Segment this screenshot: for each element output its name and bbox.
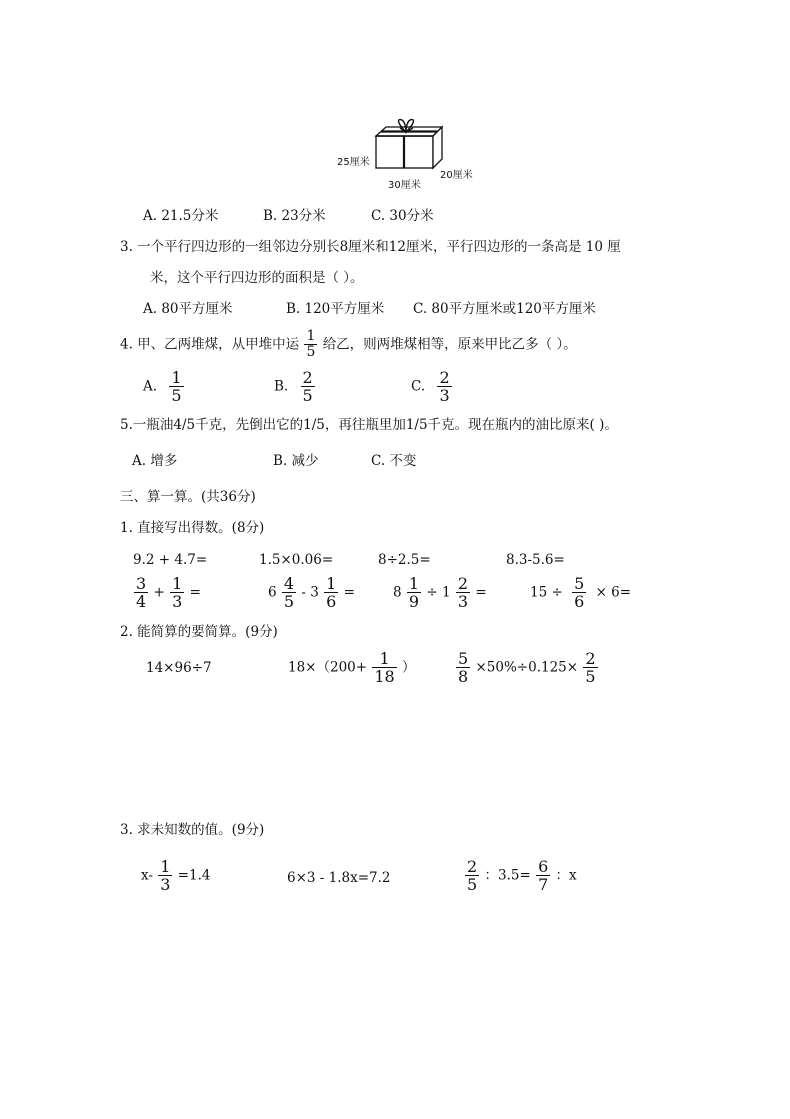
q2-option-b: B. 23分米: [263, 208, 326, 224]
numerator: 2: [585, 649, 596, 668]
calc-fraction-sum: [133, 575, 201, 610]
part2-title: 2. 能简算的要简算。(9分): [120, 624, 278, 640]
denominator: 4: [136, 592, 147, 611]
simplify-fraction-chain: [455, 650, 599, 685]
calc-1.5-times-0.06: 1.5×0.06=: [259, 552, 334, 568]
part1-title: 1. 直接写出得数。(8分): [120, 520, 265, 536]
numerator: 2: [439, 368, 450, 387]
suffix: =1.4: [177, 867, 211, 884]
fraction: [465, 858, 479, 893]
denominator: 6: [574, 592, 585, 611]
q2-option-a: A. 21.5分米: [143, 208, 219, 224]
q3-option-a: A. 80平方厘米: [143, 301, 233, 317]
denominator: 18: [374, 667, 395, 686]
fraction: [372, 650, 396, 685]
numerator: 2: [467, 857, 478, 876]
denominator: 3: [160, 875, 171, 894]
numerator: 3: [136, 574, 147, 593]
calc-8-div-2.5: 8÷2.5=: [378, 552, 431, 568]
fraction: [572, 575, 586, 610]
operator: +: [153, 584, 165, 601]
numerator: 1: [172, 574, 183, 593]
calc-9.2-plus-4.7: 9.2 + 4.7=: [133, 552, 208, 568]
fraction: [170, 575, 184, 610]
whole: 6: [268, 584, 277, 601]
numerator: 4: [283, 574, 295, 593]
q5-stem: 5.一瓶油4/5千克，先倒出它的1/5，再往瓶里加1/5千克。现在瓶内的油比原来( )。: [120, 417, 618, 433]
solve-x-minus-fraction: [141, 858, 211, 893]
q3-stem-line1: 3. 一个平行四边形的一组邻边分别长8厘米和12厘米，平行四边形的一条高是 10 厘: [120, 239, 621, 255]
q3-option-c: C. 80平方厘米或120平方厘米: [413, 301, 596, 317]
denominator: 5: [585, 667, 596, 686]
denominator: 5: [171, 386, 182, 405]
denominator: 5: [302, 386, 313, 405]
suffix: × 6=: [595, 584, 632, 601]
q4-option-c: [411, 369, 453, 404]
equals: =: [343, 584, 355, 601]
calc-8.3-minus-5.6: 8.3-5.6=: [506, 552, 565, 568]
q3-option-b: B. 120平方厘米: [286, 301, 385, 317]
calc-15-div-fraction: [530, 575, 631, 610]
numerator: 5: [458, 649, 469, 668]
q5-option-a: A. 增多: [132, 453, 178, 469]
denominator: 7: [538, 875, 549, 894]
q4-stem: [120, 329, 577, 360]
suffix: ）: [402, 659, 416, 676]
denominator: 8: [458, 667, 469, 686]
label-width: 20厘米: [440, 170, 473, 181]
q4-option-b-label: B.: [274, 378, 289, 395]
numerator: 1: [306, 328, 316, 344]
equals: =: [475, 584, 487, 601]
middle: ：3.5=: [484, 867, 531, 884]
fraction: [536, 858, 550, 893]
fraction: [158, 858, 172, 893]
denominator: 3: [172, 592, 183, 611]
q4-stem-after: 给乙，则两堆煤相等，原来甲比乙多（ ）。: [322, 336, 577, 353]
denominator: 3: [439, 386, 450, 405]
whole: 8: [393, 584, 402, 601]
denominator: 6: [326, 592, 337, 611]
part3-title: 3. 求未知数的值。(9分): [120, 822, 265, 838]
denominator: 3: [457, 592, 469, 611]
prefix: 15 ÷: [530, 584, 563, 601]
q4-option-a-label: A.: [143, 378, 158, 395]
q4-option-b-fraction: [301, 369, 315, 404]
fraction: [282, 575, 296, 610]
q4-option-b: [274, 369, 316, 404]
fraction: [456, 650, 470, 685]
solve-ratio: [464, 858, 577, 893]
fraction: [324, 575, 338, 610]
numerator: 1: [160, 857, 171, 876]
calc-mixed-divide: [393, 575, 487, 610]
middle: ×50%÷0.125×: [475, 659, 579, 676]
fraction: [456, 575, 470, 610]
fraction: [407, 575, 421, 610]
q4-stem-before: 4. 甲、乙两堆煤，从甲堆中运: [120, 336, 300, 353]
denominator: 9: [408, 592, 420, 611]
solve-6x3-minus-1.8x: 6×3 - 1.8x=7.2: [287, 870, 391, 886]
denominator: 5: [467, 875, 478, 894]
equals: =: [189, 584, 201, 601]
q4-option-c-label: C.: [411, 378, 426, 395]
label-length: 30厘米: [388, 180, 421, 191]
simplify-14x96div7: 14×96÷7: [146, 660, 212, 676]
numerator: 2: [457, 574, 469, 593]
denominator: 5: [306, 344, 316, 360]
operator: ÷ 1: [426, 584, 451, 601]
label-height: 25厘米: [337, 157, 370, 168]
section3-title: 三、算一算。(共36分): [120, 489, 256, 505]
prefix: x-: [141, 867, 153, 884]
q5-option-b: B. 减少: [273, 453, 319, 469]
prefix: 18×（200+: [288, 659, 368, 676]
suffix: ：x: [555, 867, 577, 884]
fraction: [134, 575, 148, 610]
numerator: 1: [171, 368, 182, 387]
numerator: 2: [302, 368, 313, 387]
simplify-18-times-sum: [288, 650, 416, 685]
numerator: 6: [538, 857, 549, 876]
numerator: 1: [372, 650, 396, 668]
fraction: [583, 650, 597, 685]
q4-option-c-fraction: [437, 369, 451, 404]
q2-option-c: C. 30分米: [371, 208, 434, 224]
q3-stem-line2: 米，这个平行四边形的面积是（ ）。: [150, 270, 364, 286]
q5-option-c: C. 不变: [371, 453, 417, 469]
numerator: 5: [574, 574, 585, 593]
q4-option-a-fraction: [169, 369, 183, 404]
q4-option-a: [143, 369, 185, 404]
denominator: 5: [283, 592, 295, 611]
calc-mixed-subtract: [268, 575, 355, 610]
numerator: 1: [408, 574, 420, 593]
operator: - 3: [301, 584, 319, 601]
q4-stem-fraction: [304, 329, 317, 360]
numerator: 1: [326, 574, 337, 593]
